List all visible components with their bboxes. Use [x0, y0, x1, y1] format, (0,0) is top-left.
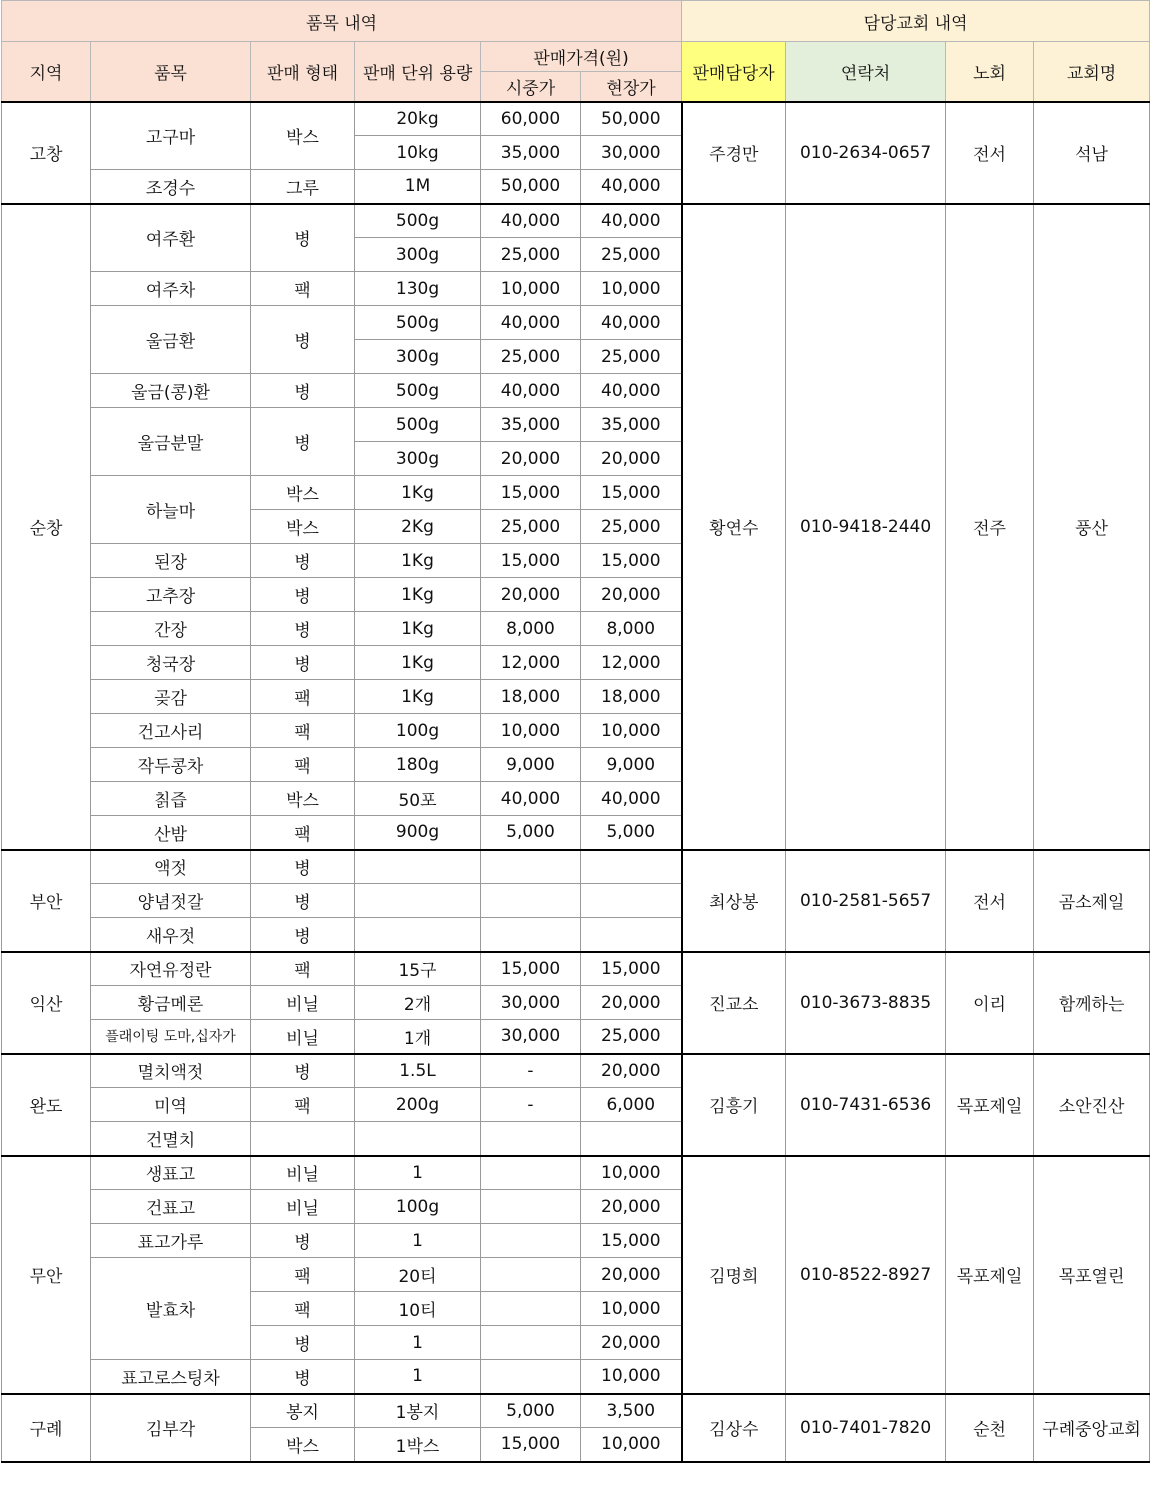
- market-price-cell: 12,000: [481, 646, 581, 680]
- item-cell: 건고사리: [91, 714, 251, 748]
- table-row: [2, 1394, 1150, 1428]
- market-price-cell: 25,000: [481, 238, 581, 272]
- site-price-cell: 40,000: [581, 170, 682, 204]
- unit-cell: 300g: [355, 340, 481, 374]
- market-price-cell: 40,000: [481, 374, 581, 408]
- unit-cell: 20kg: [355, 102, 481, 136]
- market-price-cell: 25,000: [481, 510, 581, 544]
- nohoe-cell: 순천: [946, 1394, 1034, 1462]
- nohoe-cell: 전서: [946, 102, 1034, 204]
- form-cell: 박스: [251, 782, 355, 816]
- market-price-cell: [481, 1156, 581, 1190]
- item-cell: 고추장: [91, 578, 251, 612]
- item-cell: 청국장: [91, 646, 251, 680]
- item-cell: 김부각: [91, 1394, 251, 1462]
- unit-cell: 1봉지: [355, 1394, 481, 1428]
- church-cell: 소안진산: [1034, 1054, 1150, 1156]
- item-cell: 표고가루: [91, 1224, 251, 1258]
- form-cell: 병: [251, 544, 355, 578]
- section-header-church: 담당교회 내역: [682, 1, 1150, 42]
- site-price-cell: 25,000: [581, 510, 682, 544]
- contact-cell: 010-2634-0657: [786, 102, 946, 204]
- form-cell: 팩: [251, 816, 355, 850]
- form-cell: 팩: [251, 1258, 355, 1292]
- item-cell: 발효차: [91, 1258, 251, 1360]
- market-price-cell: 30,000: [481, 986, 581, 1020]
- site-price-cell: 40,000: [581, 204, 682, 238]
- table-body: [2, 102, 1150, 1462]
- market-price-cell: 50,000: [481, 170, 581, 204]
- form-cell: 팩: [251, 952, 355, 986]
- site-price-cell: [581, 850, 682, 884]
- market-price-cell: 18,000: [481, 680, 581, 714]
- site-price-cell: 15,000: [581, 1224, 682, 1258]
- contact-cell: 010-2581-5657: [786, 850, 946, 952]
- site-price-cell: 20,000: [581, 442, 682, 476]
- market-price-cell: [481, 1122, 581, 1156]
- market-price-cell: 40,000: [481, 204, 581, 238]
- unit-cell: 20티: [355, 1258, 481, 1292]
- unit-cell: 1개: [355, 1020, 481, 1054]
- unit-cell: 1Kg: [355, 544, 481, 578]
- form-cell: 팩: [251, 272, 355, 306]
- item-cell: 플래이팅 도마,십자가: [91, 1020, 251, 1054]
- item-cell: 양념젓갈: [91, 884, 251, 918]
- market-price-cell: 20,000: [481, 578, 581, 612]
- item-cell: 표고로스팅차: [91, 1360, 251, 1394]
- table-row: [2, 204, 1150, 238]
- unit-cell: 1: [355, 1360, 481, 1394]
- market-price-cell: [481, 884, 581, 918]
- site-price-cell: 10,000: [581, 1428, 682, 1462]
- seller-cell: 주경만: [682, 102, 786, 204]
- section-header-items: 품목 내역: [2, 1, 682, 42]
- col-header-nohoe: 노회: [946, 42, 1034, 102]
- site-price-cell: 30,000: [581, 136, 682, 170]
- unit-cell: 1박스: [355, 1428, 481, 1462]
- site-price-cell: 40,000: [581, 374, 682, 408]
- site-price-cell: 40,000: [581, 782, 682, 816]
- form-cell: 팩: [251, 1292, 355, 1326]
- item-cell: 미역: [91, 1088, 251, 1122]
- item-cell: 간장: [91, 612, 251, 646]
- market-price-cell: 15,000: [481, 952, 581, 986]
- site-price-cell: 20,000: [581, 1326, 682, 1360]
- seller-cell: 진교소: [682, 952, 786, 1054]
- unit-cell: [355, 1122, 481, 1156]
- unit-cell: 500g: [355, 204, 481, 238]
- form-cell: 병: [251, 850, 355, 884]
- region-cell: 고창: [2, 102, 91, 204]
- site-price-cell: 20,000: [581, 1190, 682, 1224]
- site-price-cell: 20,000: [581, 1054, 682, 1088]
- unit-cell: 300g: [355, 238, 481, 272]
- seller-cell: 최상봉: [682, 850, 786, 952]
- site-price-cell: 50,000: [581, 102, 682, 136]
- market-price-cell: [481, 1190, 581, 1224]
- site-price-cell: 5,000: [581, 816, 682, 850]
- form-cell: 병: [251, 306, 355, 374]
- form-cell: 병: [251, 918, 355, 952]
- form-cell: 팩: [251, 714, 355, 748]
- site-price-cell: 20,000: [581, 986, 682, 1020]
- unit-cell: 900g: [355, 816, 481, 850]
- col-header-item: 품목: [91, 42, 251, 102]
- unit-cell: 2개: [355, 986, 481, 1020]
- unit-cell: 1.5L: [355, 1054, 481, 1088]
- site-price-cell: 10,000: [581, 272, 682, 306]
- item-cell: 액젓: [91, 850, 251, 884]
- form-cell: 팩: [251, 1088, 355, 1122]
- market-price-cell: 10,000: [481, 272, 581, 306]
- unit-cell: 200g: [355, 1088, 481, 1122]
- form-cell: 병: [251, 646, 355, 680]
- unit-cell: 50포: [355, 782, 481, 816]
- item-cell: 된장: [91, 544, 251, 578]
- site-price-cell: 15,000: [581, 476, 682, 510]
- item-cell: 멸치액젓: [91, 1054, 251, 1088]
- form-cell: 병: [251, 612, 355, 646]
- form-cell: 박스: [251, 1428, 355, 1462]
- contact-cell: 010-9418-2440: [786, 204, 946, 850]
- site-price-cell: 18,000: [581, 680, 682, 714]
- contact-cell: 010-7401-7820: [786, 1394, 946, 1462]
- market-price-cell: [481, 1224, 581, 1258]
- item-cell: 여주차: [91, 272, 251, 306]
- site-price-cell: 15,000: [581, 952, 682, 986]
- item-cell: 여주환: [91, 204, 251, 272]
- market-price-cell: 5,000: [481, 1394, 581, 1428]
- unit-cell: [355, 850, 481, 884]
- form-cell: 비닐: [251, 986, 355, 1020]
- market-price-cell: [481, 1360, 581, 1394]
- form-cell: 비닐: [251, 1190, 355, 1224]
- item-cell: 곶감: [91, 680, 251, 714]
- item-cell: 조경수: [91, 170, 251, 204]
- market-price-cell: 15,000: [481, 476, 581, 510]
- form-cell: 박스: [251, 476, 355, 510]
- unit-cell: 100g: [355, 714, 481, 748]
- unit-cell: 1Kg: [355, 646, 481, 680]
- form-cell: 병: [251, 578, 355, 612]
- market-price-cell: 35,000: [481, 408, 581, 442]
- table-row: [2, 102, 1150, 136]
- unit-cell: 1Kg: [355, 476, 481, 510]
- unit-cell: 500g: [355, 306, 481, 340]
- market-price-cell: 8,000: [481, 612, 581, 646]
- item-cell: 울금분말: [91, 408, 251, 476]
- church-cell: 석남: [1034, 102, 1150, 204]
- form-cell: 병: [251, 1054, 355, 1088]
- item-cell: 고구마: [91, 102, 251, 170]
- seller-cell: 김상수: [682, 1394, 786, 1462]
- item-cell: 황금메론: [91, 986, 251, 1020]
- form-cell: 팩: [251, 748, 355, 782]
- region-cell: 무안: [2, 1156, 91, 1394]
- col-header-unit: 판매 단위 용량: [355, 42, 481, 102]
- unit-cell: 1Kg: [355, 578, 481, 612]
- site-price-cell: [581, 1122, 682, 1156]
- region-cell: 구례: [2, 1394, 91, 1462]
- form-cell: 병: [251, 374, 355, 408]
- region-cell: 부안: [2, 850, 91, 952]
- unit-cell: 500g: [355, 374, 481, 408]
- form-cell: 박스: [251, 510, 355, 544]
- site-price-cell: 10,000: [581, 1156, 682, 1190]
- site-price-cell: 15,000: [581, 544, 682, 578]
- site-price-cell: 25,000: [581, 238, 682, 272]
- form-cell: 봉지: [251, 1394, 355, 1428]
- nohoe-cell: 전주: [946, 204, 1034, 850]
- table-row: [2, 1054, 1150, 1088]
- col-header-market-price: 시중가: [481, 72, 581, 102]
- unit-cell: 15구: [355, 952, 481, 986]
- nohoe-cell: 목포제일: [946, 1156, 1034, 1394]
- site-price-cell: 12,000: [581, 646, 682, 680]
- site-price-cell: 6,000: [581, 1088, 682, 1122]
- col-header-region: 지역: [2, 42, 91, 102]
- form-cell: 병: [251, 204, 355, 272]
- col-header-church: 교회명: [1034, 42, 1150, 102]
- sales-table: [1, 0, 1150, 1463]
- nohoe-cell: 전서: [946, 850, 1034, 952]
- unit-cell: 1Kg: [355, 680, 481, 714]
- market-price-cell: 15,000: [481, 1428, 581, 1462]
- site-price-cell: 9,000: [581, 748, 682, 782]
- site-price-cell: 20,000: [581, 578, 682, 612]
- site-price-cell: 10,000: [581, 1360, 682, 1394]
- form-cell: 팩: [251, 680, 355, 714]
- item-cell: 작두콩차: [91, 748, 251, 782]
- col-header-site-price: 현장가: [581, 72, 682, 102]
- unit-cell: 1: [355, 1224, 481, 1258]
- market-price-cell: [481, 918, 581, 952]
- church-cell: 함께하는: [1034, 952, 1150, 1054]
- market-price-cell: 5,000: [481, 816, 581, 850]
- site-price-cell: [581, 884, 682, 918]
- site-price-cell: 3,500: [581, 1394, 682, 1428]
- market-price-cell: -: [481, 1088, 581, 1122]
- seller-cell: 김흥기: [682, 1054, 786, 1156]
- form-cell: 병: [251, 1224, 355, 1258]
- form-cell: 박스: [251, 102, 355, 170]
- site-price-cell: 8,000: [581, 612, 682, 646]
- form-cell: 그루: [251, 170, 355, 204]
- site-price-cell: [581, 918, 682, 952]
- table-row: [2, 850, 1150, 884]
- unit-cell: 130g: [355, 272, 481, 306]
- unit-cell: 10kg: [355, 136, 481, 170]
- form-cell: 병: [251, 1360, 355, 1394]
- unit-cell: 2Kg: [355, 510, 481, 544]
- col-header-form: 판매 형태: [251, 42, 355, 102]
- market-price-cell: 25,000: [481, 340, 581, 374]
- item-cell: 생표고: [91, 1156, 251, 1190]
- market-price-cell: 60,000: [481, 102, 581, 136]
- unit-cell: 1Kg: [355, 612, 481, 646]
- region-cell: 순창: [2, 204, 91, 850]
- church-cell: 목포열린: [1034, 1156, 1150, 1394]
- market-price-cell: [481, 1292, 581, 1326]
- seller-cell: 황연수: [682, 204, 786, 850]
- unit-cell: 1M: [355, 170, 481, 204]
- item-cell: 자연유정란: [91, 952, 251, 986]
- region-cell: 익산: [2, 952, 91, 1054]
- site-price-cell: 40,000: [581, 306, 682, 340]
- table-row: [2, 1156, 1150, 1190]
- item-cell: 건표고: [91, 1190, 251, 1224]
- unit-cell: 1: [355, 1326, 481, 1360]
- col-header-contact: 연락처: [786, 42, 946, 102]
- nohoe-cell: 이리: [946, 952, 1034, 1054]
- unit-cell: [355, 918, 481, 952]
- market-price-cell: [481, 1326, 581, 1360]
- nohoe-cell: 목포제일: [946, 1054, 1034, 1156]
- market-price-cell: -: [481, 1054, 581, 1088]
- market-price-cell: 20,000: [481, 442, 581, 476]
- item-cell: 울금(콩)환: [91, 374, 251, 408]
- form-cell: [251, 1122, 355, 1156]
- site-price-cell: 25,000: [581, 340, 682, 374]
- region-cell: 완도: [2, 1054, 91, 1156]
- item-cell: 울금환: [91, 306, 251, 374]
- form-cell: 병: [251, 884, 355, 918]
- form-cell: 병: [251, 1326, 355, 1360]
- item-cell: 새우젓: [91, 918, 251, 952]
- unit-cell: 1: [355, 1156, 481, 1190]
- seller-cell: 김명희: [682, 1156, 786, 1394]
- site-price-cell: 20,000: [581, 1258, 682, 1292]
- market-price-cell: [481, 1258, 581, 1292]
- unit-cell: 500g: [355, 408, 481, 442]
- item-cell: 칡즙: [91, 782, 251, 816]
- form-cell: 비닐: [251, 1020, 355, 1054]
- form-cell: 비닐: [251, 1156, 355, 1190]
- item-cell: 건멸치: [91, 1122, 251, 1156]
- unit-cell: [355, 884, 481, 918]
- church-cell: 풍산: [1034, 204, 1150, 850]
- site-price-cell: 10,000: [581, 714, 682, 748]
- unit-cell: 100g: [355, 1190, 481, 1224]
- form-cell: 병: [251, 408, 355, 476]
- market-price-cell: 30,000: [481, 1020, 581, 1054]
- market-price-cell: 35,000: [481, 136, 581, 170]
- item-cell: 하늘마: [91, 476, 251, 544]
- market-price-cell: [481, 850, 581, 884]
- unit-cell: 10티: [355, 1292, 481, 1326]
- contact-cell: 010-7431-6536: [786, 1054, 946, 1156]
- site-price-cell: 35,000: [581, 408, 682, 442]
- church-cell: 곰소제일: [1034, 850, 1150, 952]
- item-cell: 산밤: [91, 816, 251, 850]
- site-price-cell: 25,000: [581, 1020, 682, 1054]
- contact-cell: 010-8522-8927: [786, 1156, 946, 1394]
- market-price-cell: 15,000: [481, 544, 581, 578]
- contact-cell: 010-3673-8835: [786, 952, 946, 1054]
- market-price-cell: 40,000: [481, 782, 581, 816]
- market-price-cell: 10,000: [481, 714, 581, 748]
- unit-cell: 180g: [355, 748, 481, 782]
- site-price-cell: 10,000: [581, 1292, 682, 1326]
- church-cell: 구례중앙교회: [1034, 1394, 1150, 1462]
- col-header-price-group: 판매가격(원): [481, 42, 682, 72]
- market-price-cell: 40,000: [481, 306, 581, 340]
- market-price-cell: 9,000: [481, 748, 581, 782]
- table-row: [2, 952, 1150, 986]
- unit-cell: 300g: [355, 442, 481, 476]
- col-header-seller: 판매담당자: [682, 42, 786, 102]
